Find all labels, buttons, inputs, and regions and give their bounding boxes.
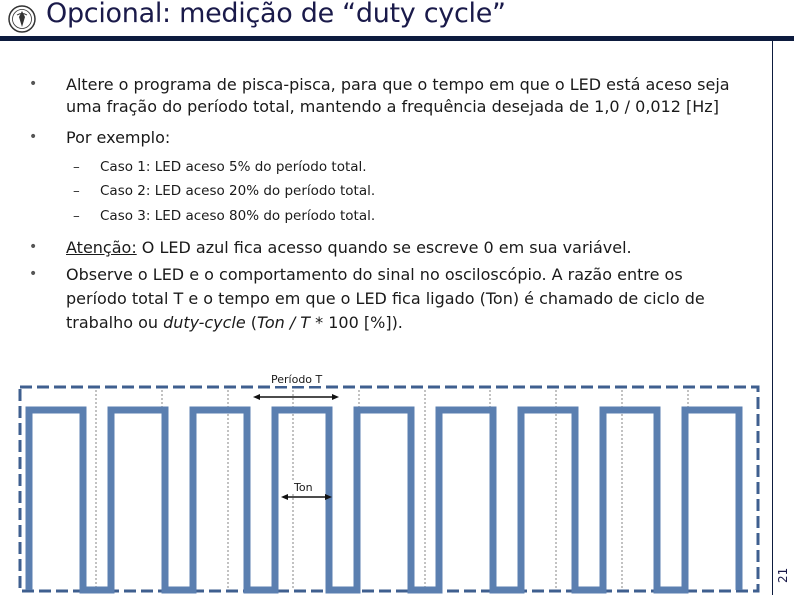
bullet-attention bbox=[29, 237, 632, 259]
bullet-example bbox=[29, 127, 171, 149]
dash-icon: – bbox=[73, 183, 80, 199]
oscilloscope-frame bbox=[20, 387, 758, 591]
sub-bullet-case1 bbox=[73, 158, 367, 177]
square-wave-signal bbox=[29, 410, 739, 590]
bullet-observe bbox=[29, 264, 683, 286]
bullet-instruction bbox=[29, 74, 730, 96]
sub-bullet-case2 bbox=[73, 182, 376, 201]
title-divider bbox=[0, 36, 794, 41]
bullet-text: O LED azul fica acesso quando se escreve 0 em sua variável. bbox=[136, 238, 632, 257]
sub-bullet-case3 bbox=[73, 207, 376, 226]
sub-bullet-text: Caso 3: LED aceso 80% do período total. bbox=[100, 208, 376, 224]
bullet-observe-line2 bbox=[66, 288, 705, 310]
bullet-text: uma fração do período total, mantendo a frequência desejada de 1,0 / 0,012 [Hz] bbox=[66, 97, 719, 116]
bullet-text: * 100 [%]). bbox=[310, 313, 403, 332]
ton-label: Ton bbox=[294, 481, 313, 494]
bullet-dot-icon: • bbox=[29, 239, 38, 255]
slide-title: Opcional: medição de “duty cycle” bbox=[46, 0, 506, 29]
sub-bullet-text: Caso 2: LED aceso 20% do período total. bbox=[100, 183, 376, 199]
bullet-text: período total T e o tempo em que o LED fica ligado (Ton) é chamado de ciclo de bbox=[66, 289, 705, 308]
bullet-dot-icon: • bbox=[29, 129, 38, 145]
bullet-text: Altere o programa de pisca-pisca, para que o tempo em que o LED está aceso seja bbox=[66, 75, 730, 94]
page-number: 21 bbox=[776, 567, 790, 583]
bullet-instruction-line2 bbox=[66, 96, 719, 118]
dash-icon: – bbox=[73, 208, 80, 224]
bullet-text: Por exemplo: bbox=[66, 128, 171, 147]
bullet-dot-icon: • bbox=[29, 266, 38, 282]
dash-icon: – bbox=[73, 159, 80, 175]
bullet-text: trabalho ou bbox=[66, 313, 164, 332]
attention-label: Atenção: bbox=[66, 238, 137, 257]
duty-cycle-term: duty-cycle bbox=[163, 313, 246, 332]
bullet-observe-line3 bbox=[66, 312, 403, 334]
sub-bullet-text: Caso 1: LED aceso 5% do período total. bbox=[100, 159, 367, 175]
period-label: Período T bbox=[271, 373, 323, 386]
grid-lines bbox=[96, 390, 688, 588]
bullet-text: ( bbox=[245, 313, 258, 332]
right-margin-rule bbox=[772, 41, 773, 595]
bullet-text: Observe o LED e o comportamento do sinal no osciloscópio. A razão entre os bbox=[66, 265, 683, 284]
formula-term: Ton / T bbox=[257, 313, 311, 332]
duty-cycle-diagram bbox=[0, 360, 772, 595]
bullet-dot-icon: • bbox=[29, 76, 38, 92]
university-seal-logo bbox=[7, 2, 37, 36]
